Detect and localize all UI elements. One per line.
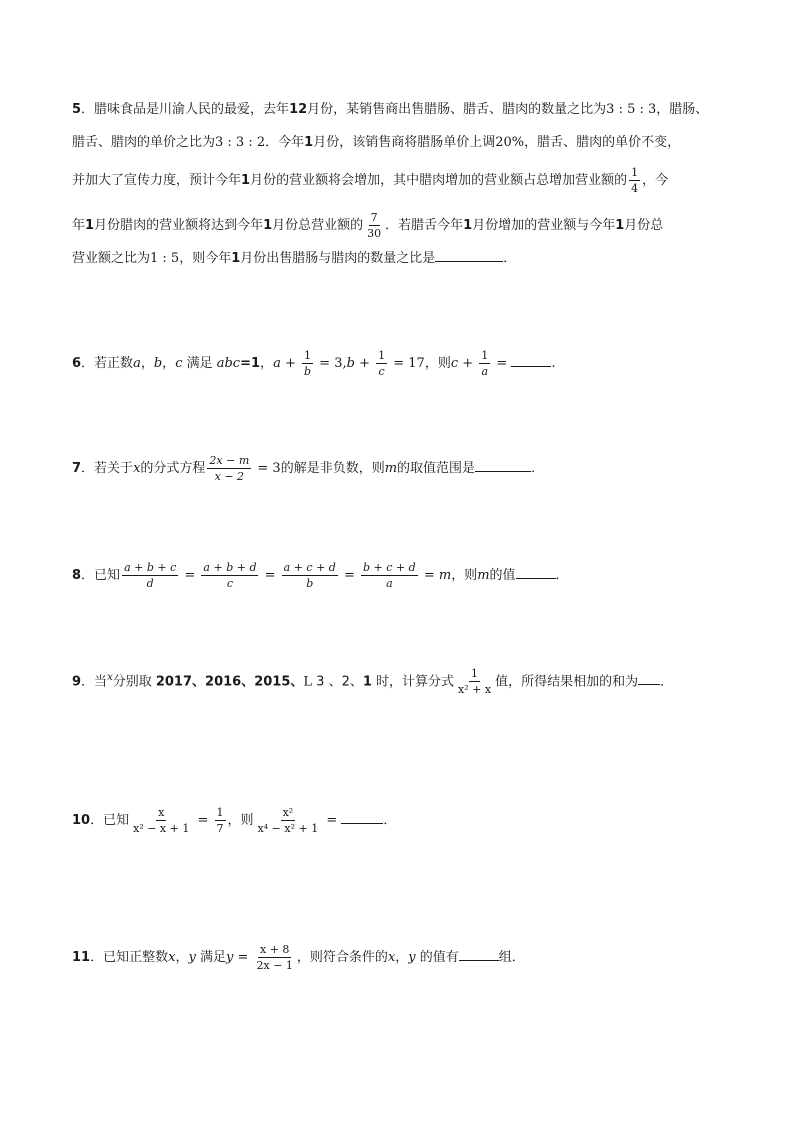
text: ． (555, 568, 569, 583)
denominator: 30 (367, 227, 382, 240)
denominator: b (306, 577, 314, 590)
text: = 3 (253, 461, 281, 476)
question-number: 6 (72, 356, 82, 371)
text: . (551, 356, 556, 371)
text: 满足 (195, 950, 226, 965)
text: ． (660, 674, 674, 690)
text: 年 (72, 218, 86, 233)
variable: abc (216, 356, 241, 371)
answer-blank[interactable] (516, 566, 556, 579)
question-number: 5 (72, 102, 82, 117)
denominator: a (386, 577, 393, 590)
text: ． (531, 461, 545, 476)
text: 1 (463, 218, 473, 233)
text: =1 (240, 356, 261, 371)
numerator: x (158, 806, 165, 819)
variable: y (188, 950, 196, 965)
text: 月份，该销售商将腊肠单价上调 (313, 135, 496, 150)
numerator: 1 (471, 667, 479, 681)
text: ，则 (424, 356, 451, 371)
operator: = (180, 568, 200, 583)
numerator: 7 (370, 211, 378, 224)
text: 营业额之比为 (72, 251, 151, 266)
q5-line-2 (72, 133, 680, 153)
text: ，则 (227, 813, 254, 828)
variable: c (450, 356, 459, 371)
denominator: d (146, 577, 154, 590)
q5-line-4 (72, 212, 663, 239)
numerator: a + b + d (203, 561, 257, 574)
denominator: 7 (216, 822, 224, 835)
operator: + (280, 356, 300, 371)
numerator: 1 (631, 166, 639, 179)
text: 月份总 (624, 218, 664, 233)
text: 组． (498, 950, 525, 965)
variable: m (438, 568, 452, 583)
text: 值，所得结果相加的和为 (495, 674, 639, 690)
numerator: a + b + c (124, 561, 177, 574)
text: ，腊舌、腊肉的单价不变， (524, 135, 681, 150)
text: 12 (289, 102, 308, 117)
text: ， (140, 356, 154, 371)
text: ，则今年 (179, 251, 232, 266)
variable: m (384, 461, 398, 476)
question-8 (72, 562, 569, 589)
fraction (201, 562, 258, 589)
denominator: 2x − 1 (256, 959, 293, 972)
text: 1 (362, 674, 372, 690)
text: 腊舌、腊肉的单价之比为 (72, 135, 216, 150)
text: 满足 (182, 356, 217, 371)
answer-blank[interactable] (459, 948, 499, 961)
numerator: 2x − m (209, 454, 250, 467)
fraction (365, 212, 383, 239)
q5-line-1 (72, 100, 708, 120)
text: 并加大了宣传力度，预计今年 (72, 173, 242, 188)
text: 1 (615, 218, 625, 233)
text: 1 (231, 251, 241, 266)
operator: = (260, 568, 280, 583)
fraction (122, 562, 178, 589)
fraction (255, 944, 295, 971)
text: 的解是非负数，则 (280, 461, 385, 476)
denominator: a (481, 365, 489, 378)
denominator: b (304, 365, 312, 378)
variable: y (408, 950, 416, 965)
text: ， (175, 950, 189, 965)
text: ，则 (451, 568, 478, 583)
text: = 3, (315, 356, 347, 371)
numerator: 1 (378, 349, 386, 362)
variable: a (133, 356, 141, 371)
denominator: x² + x (458, 683, 492, 697)
denominator: x² − x + 1 (133, 822, 190, 835)
text: ．当 (81, 674, 108, 690)
text: ．已知正整数 (90, 950, 169, 965)
operator: = (339, 568, 360, 583)
numerator: x² (282, 806, 294, 819)
text: 的值有 (415, 950, 459, 965)
ratio: 3 : 5 : 3 (606, 102, 657, 117)
ratio: 3 : 3 : 2 (215, 135, 266, 150)
text: ， (162, 356, 176, 371)
numerator: a + c + d (283, 561, 336, 574)
operator: = (322, 813, 342, 828)
variable: x (387, 950, 396, 965)
question-number: 8 (72, 568, 82, 583)
text: ．若正数 (81, 356, 134, 371)
ratio: 1 : 5 (150, 251, 180, 266)
text: = (492, 356, 512, 371)
text: 月份腊肉的营业额将达到今年 (94, 218, 264, 233)
fraction (479, 350, 490, 377)
text: ，则符合条件的 (296, 950, 388, 965)
fraction (361, 562, 418, 589)
text: ． (503, 251, 517, 266)
question-number: 10 (72, 813, 91, 828)
fraction (131, 807, 191, 834)
fraction (629, 167, 640, 194)
answer-blank[interactable] (435, 249, 503, 262)
fraction (302, 350, 313, 377)
text: ．腊味食品是川渝人民的最爱，去年 (81, 102, 290, 117)
text: 2017、2016、2015、 (155, 674, 304, 690)
text: 月份总营业额的 (272, 218, 364, 233)
question-number: 7 (72, 461, 82, 476)
variable: b (346, 356, 355, 371)
variable: y (225, 950, 234, 965)
question-number: 11 (72, 950, 91, 965)
answer-blank[interactable] (475, 459, 531, 472)
text: ．已知 (81, 568, 121, 583)
fraction (256, 807, 321, 834)
text: = 17 (389, 356, 425, 371)
q5-line-3 (72, 167, 668, 194)
fraction (456, 668, 493, 695)
answer-blank[interactable] (638, 672, 660, 685)
text: 1 (304, 135, 314, 150)
denominator: c (226, 577, 234, 590)
question-9 (72, 668, 673, 695)
text: ．今年 (265, 135, 305, 150)
text: 1 (263, 218, 273, 233)
numerator: 1 (216, 806, 224, 819)
text: 月份增加的营业额与今年 (472, 218, 616, 233)
question-7 (72, 455, 544, 482)
answer-blank[interactable] (341, 811, 383, 824)
operator: = (419, 568, 439, 583)
numerator: 1 (481, 349, 489, 362)
variable: c (175, 356, 183, 371)
question-number: 9 (72, 674, 82, 690)
answer-blank[interactable] (511, 354, 551, 367)
operator: + (354, 356, 375, 371)
fraction (282, 562, 338, 589)
operator: = (233, 950, 253, 965)
fraction (215, 807, 226, 834)
text: 月份出售腊肠与腊肉的数量之比是 (240, 251, 436, 266)
question-6 (72, 350, 556, 377)
text: 月份，某销售商出售腊肠、腊舌、腊肉的数量之比为 (307, 102, 607, 117)
text: 分别取 (112, 674, 156, 690)
text: 的取值范围是 (397, 461, 476, 476)
fraction (207, 455, 251, 482)
percent: 20% (495, 135, 525, 150)
question-11 (72, 944, 525, 971)
text: ．已知 (90, 813, 130, 828)
text: ， (260, 356, 274, 371)
operator: = (193, 813, 213, 828)
text: ， (395, 950, 409, 965)
operator: + (458, 356, 478, 371)
denominator: x⁴ − x² + 1 (257, 822, 319, 835)
q5-line-5 (72, 249, 516, 269)
variable: m (477, 568, 490, 583)
numerator: b + c + d (363, 561, 416, 574)
denominator: c (378, 365, 385, 378)
text: ．若腊舌今年 (385, 218, 464, 233)
text: 的值 (489, 568, 516, 583)
text: 时，计算分式 (371, 674, 455, 690)
variable: b (153, 356, 163, 371)
text: ，腊肠、 (656, 102, 709, 117)
variable: x (133, 461, 141, 476)
text: ． (383, 813, 397, 828)
variable: a (273, 356, 281, 371)
text: 1 (241, 173, 251, 188)
question-10 (72, 807, 396, 834)
variable: x (107, 672, 113, 683)
text: 的分式方程 (140, 461, 206, 476)
text: 月份的营业额将会增加，其中腊肉增加的营业额占总增加营业额的 (250, 173, 628, 188)
fraction (376, 350, 387, 377)
ellipsis: L (303, 674, 313, 690)
text: ，今 (642, 173, 669, 188)
variable: x (168, 950, 176, 965)
text: 1 (85, 218, 95, 233)
denominator: x − 2 (214, 470, 245, 483)
text: ．若关于 (81, 461, 134, 476)
numerator: 1 (304, 349, 312, 362)
numerator: x + 8 (260, 943, 290, 956)
text: 3 、2、 (312, 674, 363, 690)
denominator: 4 (631, 182, 639, 195)
